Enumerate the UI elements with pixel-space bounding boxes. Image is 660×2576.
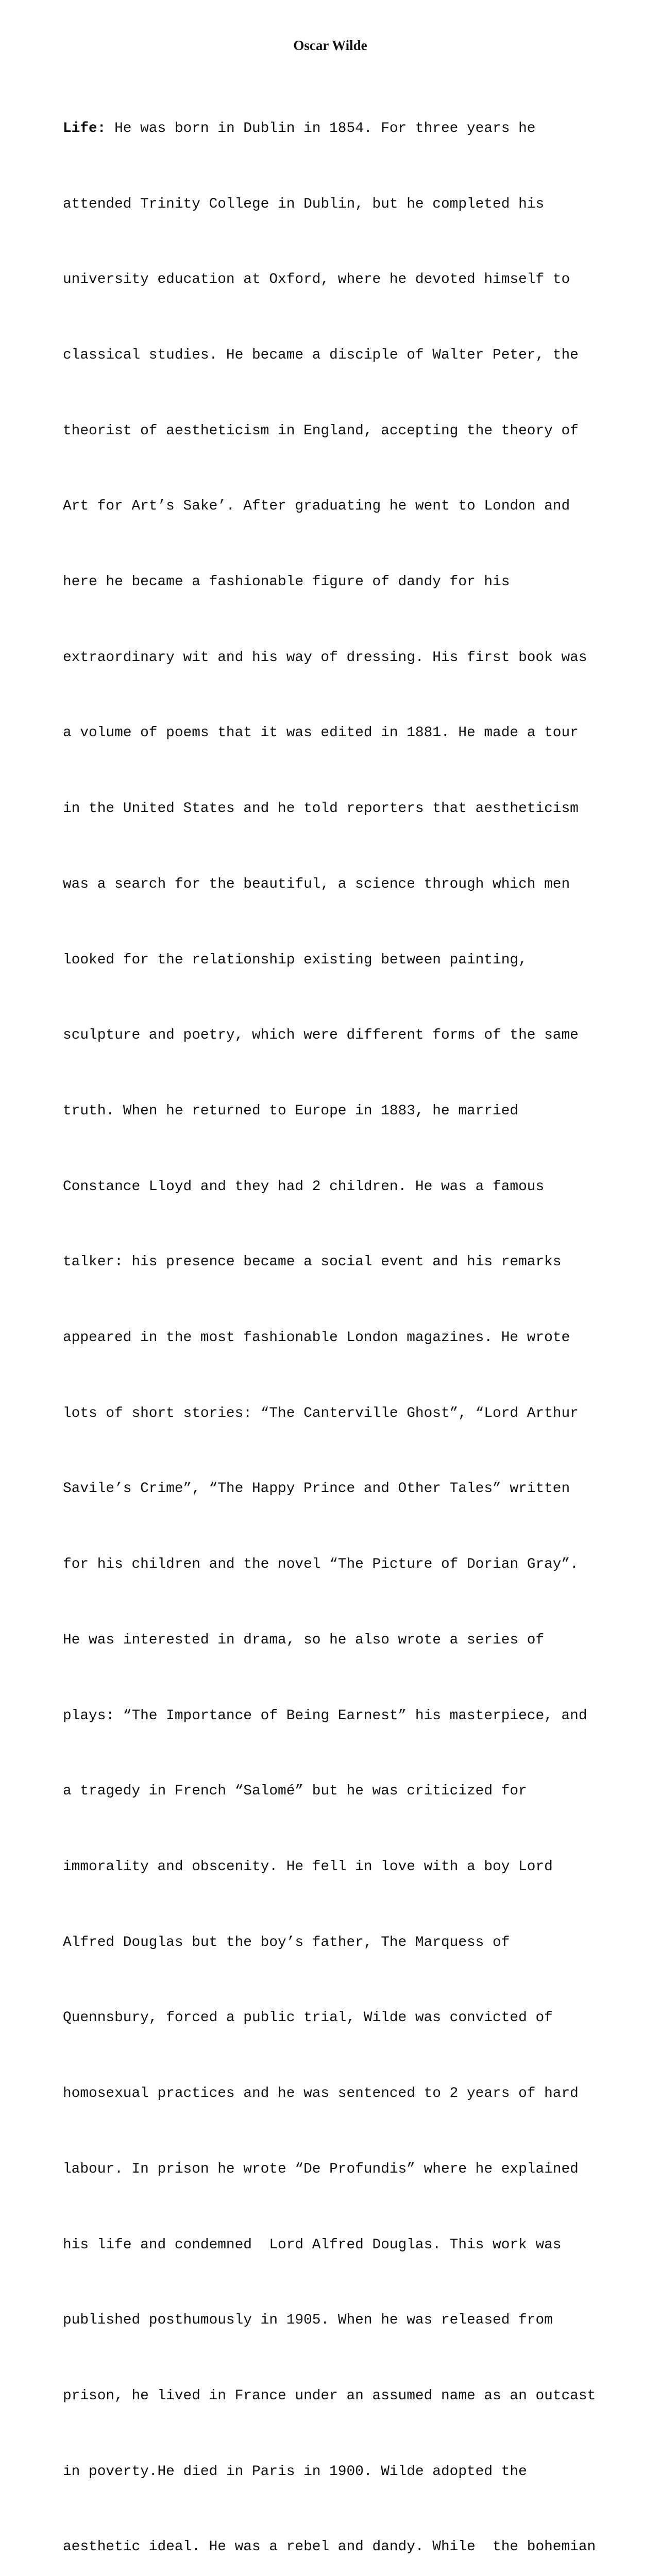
text-line: plays: “The Importance of Being Earnest” his masterpiece, and: [63, 1707, 587, 1724]
text-line: Quennsbury, forced a public trial, Wilde was convicted of: [63, 2010, 553, 2026]
text-line: appeared in the most fashionable London magazines. He wrote: [63, 1330, 570, 1346]
text-line: labour. In prison he wrote “De Profundis” where he explained: [63, 2161, 579, 2177]
body-paragraph: [63, 66, 640, 2576]
text-line: lots of short stories: “The Canterville Ghost”, “Lord Arthur: [63, 1405, 579, 1421]
text-line: university education at Oxford, where he devoted himself to: [63, 272, 570, 288]
text-line: aesthetic ideal. He was a rebel and dandy. While the bohemian: [63, 2539, 596, 2555]
text-line: homosexual practices and he was sentenced to 2 years of hard: [63, 2086, 579, 2102]
text-line: sculpture and poetry, which were different forms of the same: [63, 1027, 579, 1044]
text-line: looked for the relationship existing between painting,: [63, 952, 527, 968]
text-line: attended Trinity College in Dublin, but he completed his: [63, 196, 545, 212]
text-line: a volume of poems that it was edited in 1881. He made a tour: [63, 725, 579, 741]
text-line: Savile’s Crime”, “The Happy Prince and Other Tales” written: [63, 1481, 570, 1497]
text-line: prison, he lived in France under an assumed name as an outcast: [63, 2387, 596, 2404]
text-line: in the United States and he told reporters that aestheticism: [63, 801, 579, 817]
page-title: Oscar Wilde: [293, 38, 367, 53]
text-line: theorist of aestheticism in England, accepting the theory of: [63, 422, 579, 439]
text-line: extraordinary wit and his way of dressing. His first book was: [63, 649, 587, 666]
text-line: talker: his presence became a social event and his remarks: [63, 1254, 562, 1270]
text-line: published posthumously in 1905. When he was released from: [63, 2312, 553, 2329]
text-line: truth. When he returned to Europe in 1883, he married: [63, 1103, 519, 1119]
text-line: Constance Lloyd and they had 2 children. He was a famous: [63, 1178, 545, 1195]
text-line: was a search for the beautiful, a science through which men: [63, 876, 570, 892]
section-label: Life:: [63, 120, 106, 137]
text-line: a tragedy in French “Salomé” but he was criticized for: [63, 1783, 527, 1800]
text-line: in poverty.He died in Paris in 1900. Wilde adopted the: [63, 2463, 527, 2480]
text-line: Art for Art’s Sake’. After graduating he went to London and: [63, 498, 570, 515]
text-line: immorality and obscenity. He fell in love with a boy Lord: [63, 1858, 553, 1875]
text-line: He was interested in drama, so he also wrote a series of: [63, 1632, 545, 1648]
text-line: Alfred Douglas but the boy’s father, The Marquess of: [63, 1934, 510, 1951]
text-line: [63, 116, 640, 142]
text-line: classical studies. He became a disciple of Walter Peter, the: [63, 347, 579, 363]
text-line-content: He was born in Dublin in 1854. For three years he: [106, 120, 536, 137]
text-line: his life and condemned Lord Alfred Douglas. This work was: [63, 2236, 562, 2253]
text-line: for his children and the novel “The Picture of Dorian Gray”.: [63, 1556, 579, 1573]
text-line: here he became a fashionable figure of dandy for his: [63, 574, 510, 590]
